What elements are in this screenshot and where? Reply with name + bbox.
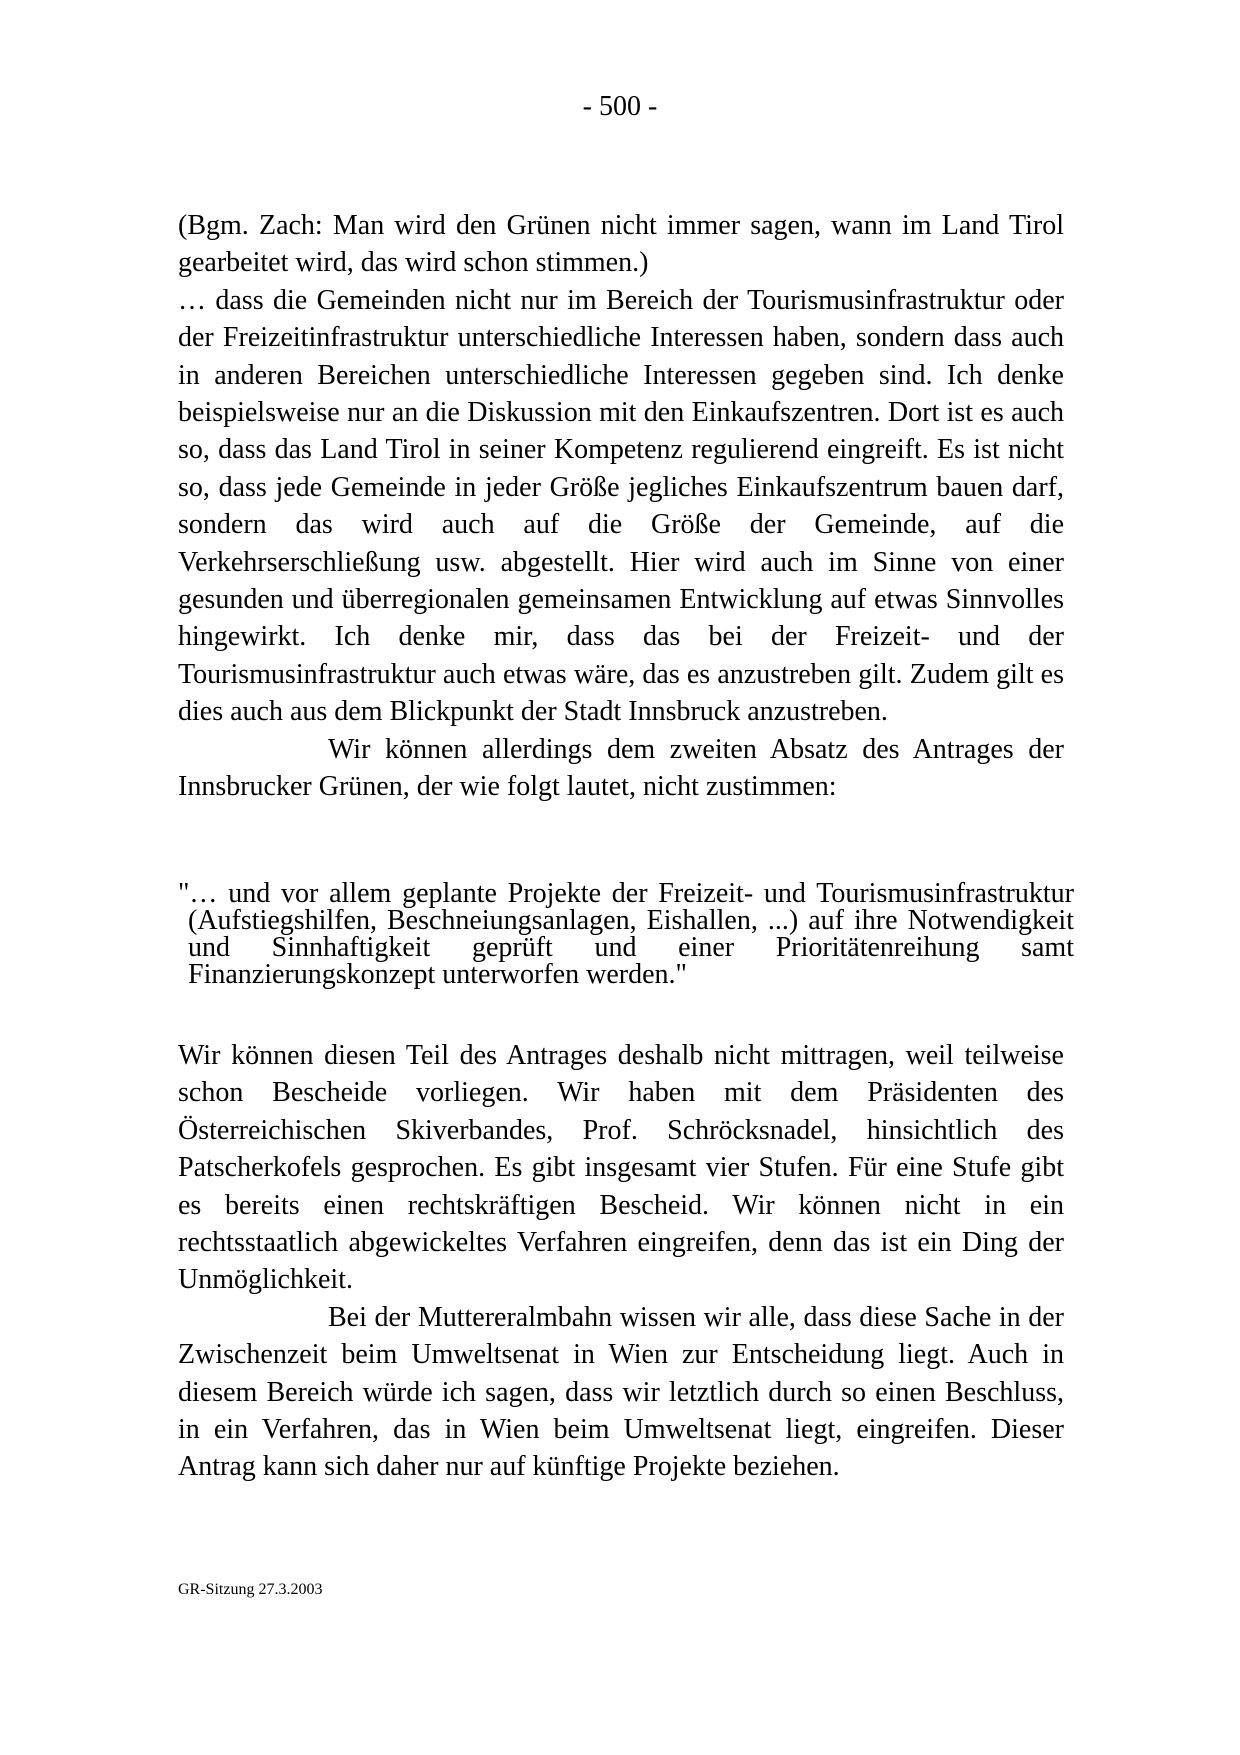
body-paragraph: Wir können allerdings dem zweiten Absatz des Antrages der Innsbrucker Grünen, der wie folgt lautet, nicht zustimmen:	[178, 733, 1064, 803]
text-block-upper	[178, 207, 1064, 806]
text-block-lower	[178, 1037, 1064, 1486]
body-paragraph: … dass die Gemeinden nicht nur im Bereich der Tourismusinfrastruktur oder der Freizeitinfrastruktur unterschiedliche Interessen haben, sondern dass auch in anderen Bereichen unterschiedliche Interessen gegeben sind. Ich denke beispielsweise nur an die Diskussion mit den Einkaufszentren. Dort ist es auch so, dass das Land Tirol in seiner Kompetenz regulierend eingreift. Es ist nicht so, dass jede Gemeinde in jeder Größe jegliches Einkaufszentrum bauen darf, sondern das wird auch auf die Größe der Gemeinde, auf die Verkehrserschließung usw. abgestellt. Hier wird auch im Sinne von einer gesunden und überregionalen gemeinsamen Entwicklung auf etwas Sinnvolles hingewirkt. Ich denke mir, dass das bei der Freizeit- und der Tourismusinfrastruktur auch etwas wäre, das es anzustreben gilt. Zudem gilt es dies auch aus dem Blickpunkt der Stadt Innsbruck anzustreben.	[178, 284, 1064, 728]
interjection-paragraph: (Bgm. Zach: Man wird den Grünen nicht immer sagen, wann im Land Tirol gearbeitet wird, das wird schon stimmen.)	[178, 210, 1064, 279]
body-paragraph: Wir können diesen Teil des Antrages deshalb nicht mittragen, weil teilweise schon Bescheide vorliegen. Wir haben mit dem Präsidenten des Österreichischen Skiverbandes, Prof. Schröcksnadel, hinsichtlich des Patscherkofels gesprochen. Es gibt insgesamt vier Stufen. Für eine Stufe gibt es bereits einen rechtskräftigen Bescheid. Wir können nicht in ein rechtsstaatlich abgewickeltes Verfahren eingreifen, denn das ist ein Ding der Unmöglichkeit.	[178, 1040, 1064, 1296]
quoted-motion-text: "… und vor allem geplante Projekte der Freizeit- und Tourismusinfrastruktur (Aufstiegshilfen, Beschneiungsanlagen, Eishallen, ...) auf ihre Notwendigkeit und Sinnhaftigkeit geprüft und einer Prioritätenreihung samt Finanzierungskonzept unterworfen werden."	[178, 878, 1074, 990]
body-paragraph: Bei der Muttereralmbahn wissen wir alle, dass diese Sache in der Zwischenzeit beim Umweltsenat in Wien zur Entscheidung liegt. Auch in diesem Bereich würde ich sagen, dass wir letztlich durch so einen Beschluss, in ein Verfahren, das in Wien beim Umweltsenat liegt, eingreifen. Dieser Antrag kann sich daher nur auf künftige Projekte beziehen.	[178, 1301, 1064, 1483]
page-number: - 500 -	[582, 91, 658, 122]
page-footer: GR-Sitzung 27.3.2003	[178, 1581, 323, 1598]
